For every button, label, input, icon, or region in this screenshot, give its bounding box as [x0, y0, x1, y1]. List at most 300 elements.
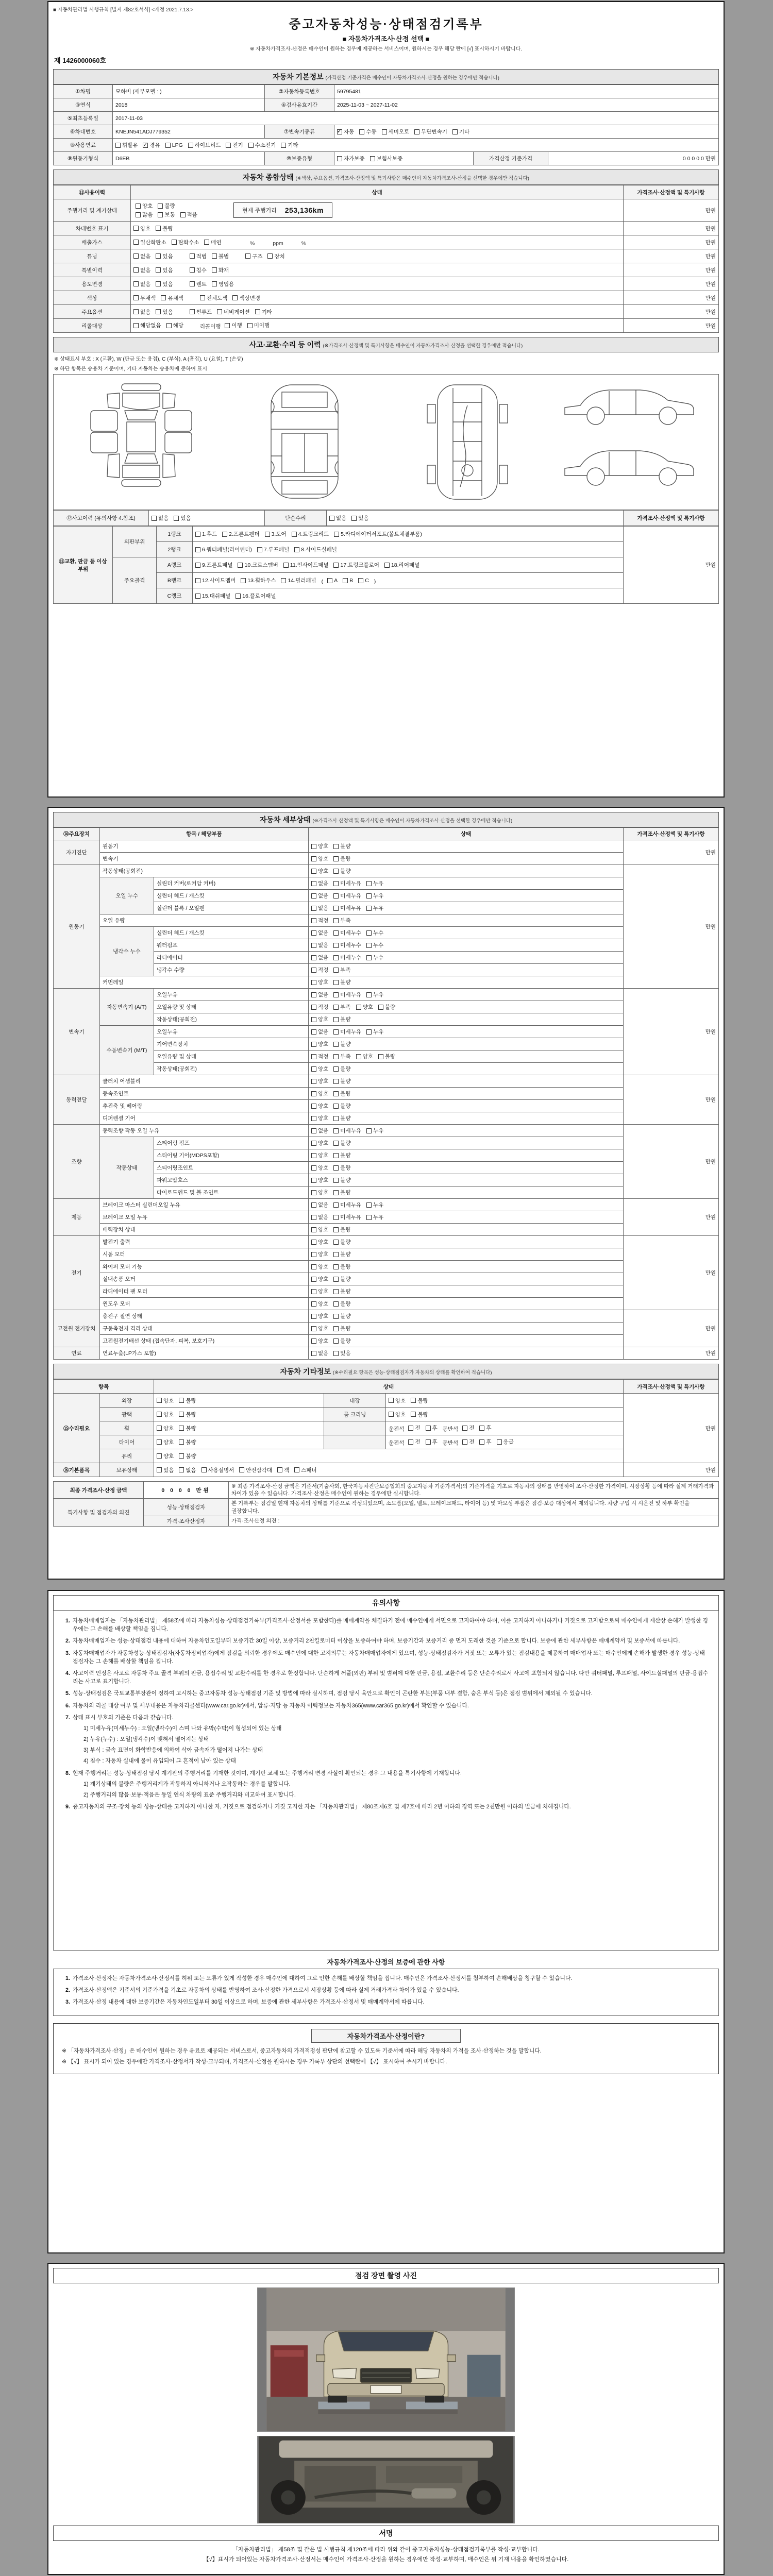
- checkbox-기타[interactable]: [452, 128, 469, 135]
- checkbox-없음[interactable]: [311, 991, 328, 998]
- checkbox-무단변속기[interactable]: [414, 128, 447, 135]
- checkbox-세미오토[interactable]: [382, 128, 410, 135]
- checkbox-적정[interactable]: [311, 917, 328, 924]
- checkbox-적음[interactable]: [180, 211, 197, 218]
- checkbox-불량[interactable]: [179, 1438, 196, 1446]
- checkbox-보통[interactable]: [158, 211, 175, 218]
- checkbox-미세누수[interactable]: [333, 941, 361, 949]
- checkbox-있음[interactable]: [351, 514, 368, 522]
- checkbox-label: 없음: [140, 281, 151, 287]
- checkbox-label: 불량: [340, 1264, 351, 1270]
- checkbox-불량[interactable]: [156, 225, 173, 232]
- checkbox-없음[interactable]: [311, 904, 328, 912]
- checkbox-양호[interactable]: [311, 1189, 328, 1196]
- checkbox-미세누유[interactable]: [333, 1201, 361, 1209]
- checkbox-B[interactable]: [343, 578, 353, 584]
- item-state: [309, 1174, 624, 1187]
- detail-row: [54, 1125, 719, 1137]
- checkbox-누유[interactable]: [366, 904, 383, 912]
- checkbox-매연[interactable]: [204, 239, 221, 246]
- checkbox-전[interactable]: [462, 1424, 474, 1432]
- checkbox-불량[interactable]: [179, 1452, 196, 1460]
- checkbox-불량[interactable]: [333, 1263, 350, 1270]
- check-group: [190, 280, 240, 289]
- checkbox-누유[interactable]: [366, 892, 383, 900]
- checkbox-불량[interactable]: [333, 1287, 350, 1295]
- checkbox-불량[interactable]: [333, 1164, 350, 1172]
- checkbox-양호[interactable]: [311, 867, 328, 875]
- checkbox-후[interactable]: [479, 1424, 491, 1432]
- checkbox-label: 후: [432, 1439, 438, 1446]
- checkbox-적정[interactable]: [311, 1003, 328, 1011]
- checkbox-양호[interactable]: [311, 1312, 328, 1320]
- checkbox-box: [179, 1426, 184, 1431]
- checkbox-후[interactable]: [426, 1424, 438, 1432]
- checkbox-불량[interactable]: [333, 855, 350, 862]
- price-cell: 만원: [624, 1236, 719, 1310]
- item-state: [309, 1001, 624, 1013]
- checkbox-불량[interactable]: [411, 1397, 428, 1404]
- checkbox-14.필러패널[interactable]: [281, 577, 316, 584]
- checkbox-13.휠하우스[interactable]: [241, 577, 276, 584]
- checkbox-label: 불량: [340, 1301, 351, 1307]
- checkbox-불량[interactable]: [333, 1176, 350, 1184]
- checkbox-16.플로어패널[interactable]: [236, 592, 276, 600]
- checkbox-label: 없음: [318, 992, 329, 998]
- checkbox-탄화수소[interactable]: [172, 239, 199, 246]
- checkbox-있음[interactable]: [174, 514, 191, 522]
- checkbox-양호[interactable]: [356, 1053, 373, 1060]
- checkbox-불량[interactable]: [333, 1015, 350, 1023]
- checkbox-양호[interactable]: [311, 855, 328, 862]
- checkbox-없음[interactable]: [133, 280, 150, 288]
- checkbox-응급[interactable]: [497, 1438, 514, 1446]
- definition-lines: [62, 2047, 710, 2066]
- checkbox-전[interactable]: [408, 1438, 420, 1446]
- checkbox-적정[interactable]: [311, 1053, 328, 1060]
- basic-row: [54, 112, 719, 125]
- checkbox-없음[interactable]: [329, 514, 346, 522]
- checkbox-label: 14.필러패널: [288, 578, 316, 584]
- checkbox-label: 양호: [163, 1453, 174, 1460]
- checkbox-양호[interactable]: [311, 1015, 328, 1023]
- checkbox-box: [158, 212, 163, 217]
- checkbox-누수[interactable]: [366, 954, 383, 961]
- checkbox-전[interactable]: [462, 1438, 474, 1446]
- checkbox-불량[interactable]: [378, 1053, 395, 1060]
- checkbox-양호[interactable]: [311, 1250, 328, 1258]
- checkbox-box: [311, 1079, 316, 1084]
- overall-row: [54, 291, 719, 305]
- item-state: [309, 964, 624, 976]
- item-state: [309, 1125, 624, 1137]
- checkbox-경유[interactable]: [143, 141, 160, 149]
- checkbox-잭[interactable]: [277, 1466, 289, 1474]
- checkbox-휘발유[interactable]: [115, 141, 138, 149]
- checkbox-누수[interactable]: [366, 941, 383, 949]
- checkbox-10.크로스멤버[interactable]: [238, 561, 278, 569]
- checkbox-없음[interactable]: [133, 266, 150, 274]
- checkbox-양호[interactable]: [311, 1090, 328, 1097]
- check-group: [190, 308, 277, 316]
- checkbox-없음[interactable]: [311, 892, 328, 900]
- checkbox-box: [333, 1240, 339, 1245]
- checkbox-box: [333, 1066, 339, 1072]
- checkbox-label: 양호: [318, 856, 329, 862]
- checkbox-보험사보증[interactable]: [370, 155, 403, 162]
- checkbox-label: 양호: [318, 1301, 329, 1307]
- checkbox-썬루프[interactable]: [190, 308, 212, 316]
- checkbox-양호[interactable]: [389, 1397, 406, 1404]
- checkbox-있음[interactable]: [157, 1466, 174, 1474]
- checkbox-label: 불량: [186, 1453, 196, 1460]
- checkbox-불량[interactable]: [333, 1189, 350, 1196]
- checkbox-양호[interactable]: [133, 225, 150, 232]
- checkbox-전기[interactable]: [226, 141, 243, 149]
- checkbox-수동[interactable]: [359, 128, 376, 135]
- checkbox-불량[interactable]: [333, 842, 350, 850]
- checkbox-box: [311, 1141, 316, 1146]
- checkbox-불법[interactable]: [212, 252, 229, 260]
- checkbox-구조[interactable]: [245, 252, 262, 260]
- checkbox-양호[interactable]: [389, 1411, 406, 1418]
- checkbox-누유[interactable]: [366, 1201, 383, 1209]
- checkbox-양호[interactable]: [311, 1226, 328, 1233]
- checkbox-양호[interactable]: [311, 1176, 328, 1184]
- checkbox-box: [389, 1398, 394, 1403]
- checkbox-불량[interactable]: [333, 1238, 350, 1246]
- item-label: 워터펌프: [154, 939, 309, 952]
- checkbox-불량[interactable]: [333, 1250, 350, 1258]
- other-item-state: [386, 1408, 624, 1421]
- checkbox-불량[interactable]: [333, 867, 350, 875]
- checkbox-box: [179, 1439, 184, 1445]
- checkbox-사용설명서[interactable]: [201, 1466, 234, 1474]
- subgroup-label: 작동상태: [100, 1137, 154, 1199]
- checkbox-box: [204, 240, 209, 245]
- checkbox-불량[interactable]: [333, 1226, 350, 1233]
- checkbox-양호[interactable]: [157, 1411, 174, 1418]
- checkbox-불량[interactable]: [333, 1139, 350, 1147]
- checkbox-불량[interactable]: [333, 1325, 350, 1332]
- checkbox-양호[interactable]: [311, 1325, 328, 1332]
- checkbox-기타[interactable]: [255, 308, 272, 316]
- checkbox-양호[interactable]: [311, 1114, 328, 1122]
- checkbox-미세누유[interactable]: [333, 892, 361, 900]
- checkbox-box: [232, 295, 238, 300]
- checkbox-없음[interactable]: [311, 1349, 328, 1357]
- row-state: [131, 277, 624, 291]
- checkbox-네비게이션[interactable]: [217, 308, 250, 316]
- checkbox-있음[interactable]: [156, 308, 173, 316]
- checkbox-box: [311, 1054, 316, 1059]
- checkbox-미세누수[interactable]: [333, 954, 361, 961]
- checkbox-11.인사이드패널[interactable]: [283, 561, 329, 569]
- checkbox-스패너[interactable]: [294, 1466, 316, 1474]
- checkbox-양호[interactable]: [311, 978, 328, 986]
- device-label: 고전원 전기장치: [54, 1310, 100, 1347]
- checkbox-불량[interactable]: [333, 1151, 350, 1159]
- checkbox-누유[interactable]: [366, 991, 383, 998]
- subgroup-label: 오일 누수: [100, 877, 154, 914]
- checkbox-box: [333, 1338, 339, 1344]
- checkbox-부족[interactable]: [333, 966, 350, 974]
- checkbox-양호[interactable]: [311, 1263, 328, 1270]
- checkbox-미이행[interactable]: [247, 321, 270, 329]
- checkbox-box: [311, 1042, 316, 1047]
- checkbox-불량[interactable]: [411, 1411, 428, 1418]
- item-state: [309, 976, 624, 989]
- checkbox-7.루프패널[interactable]: [257, 546, 289, 553]
- checkbox-label: 없음: [318, 880, 329, 887]
- checkbox-불량[interactable]: [333, 1275, 350, 1283]
- checkbox-box: [157, 1439, 162, 1445]
- engine-type-value: D6EB: [113, 152, 265, 165]
- col-price: 가격조사·산정액 및 특기사항: [624, 1380, 719, 1394]
- checkbox-2.프론트펜더[interactable]: [222, 530, 259, 538]
- checkbox-수소전기[interactable]: [248, 141, 276, 149]
- mileage-checks: [136, 201, 203, 219]
- checkbox-유채색[interactable]: [161, 294, 183, 302]
- panel-group-label: 주요골격: [113, 557, 157, 604]
- checkbox-후[interactable]: [479, 1438, 491, 1446]
- checkbox-12.사이드멤버[interactable]: [195, 577, 236, 584]
- checkbox-불량[interactable]: [333, 1300, 350, 1308]
- item-number: 9.: [65, 1804, 70, 1810]
- checkbox-불량[interactable]: [158, 202, 175, 210]
- checkbox-box: [201, 1467, 207, 1472]
- checkbox-label: 불량: [384, 1004, 396, 1010]
- checkbox-없음[interactable]: [152, 514, 169, 522]
- checkbox-없음[interactable]: [311, 1028, 328, 1036]
- checkbox-누유[interactable]: [366, 1213, 383, 1221]
- price-cell: 만원: [624, 305, 719, 319]
- checkbox-미세누유[interactable]: [333, 879, 361, 887]
- checkbox-없음[interactable]: [179, 1466, 196, 1474]
- checkbox-없음[interactable]: [311, 929, 328, 937]
- checkbox-label: 미세누유: [340, 1128, 361, 1134]
- checkbox-있음[interactable]: [333, 1349, 350, 1357]
- checkbox-렌트[interactable]: [190, 280, 207, 288]
- checkbox-없음[interactable]: [311, 879, 328, 887]
- checkbox-15.대쉬패널[interactable]: [195, 592, 230, 600]
- checkbox-1.후드[interactable]: [195, 530, 217, 538]
- checkbox-무채색[interactable]: [133, 294, 156, 302]
- reg-no-label: ②자동차등록번호: [265, 85, 334, 98]
- inline-text: 동반석: [442, 1426, 459, 1432]
- checkbox-8.사이드실패널[interactable]: [294, 546, 337, 553]
- checkbox-미세누수[interactable]: [333, 929, 361, 937]
- checkbox-label: 전체도색: [206, 295, 228, 301]
- checkbox-불량[interactable]: [179, 1425, 196, 1432]
- checkbox-양호[interactable]: [311, 1164, 328, 1172]
- detail-row: [54, 853, 719, 865]
- checkbox-색상변경[interactable]: [232, 294, 260, 302]
- checkbox-box: [366, 893, 372, 899]
- row-state: [131, 235, 624, 249]
- checkbox-불량[interactable]: [333, 1040, 350, 1048]
- basic-items-label: ⑯기본품목: [54, 1463, 100, 1477]
- checkbox-box: [281, 143, 286, 148]
- checkbox-label: LPG: [172, 142, 183, 148]
- checkbox-전[interactable]: [408, 1424, 420, 1432]
- item-label: 오일누유: [154, 1026, 309, 1038]
- checkbox-있음[interactable]: [156, 280, 173, 288]
- checkbox-불량[interactable]: [333, 1077, 350, 1085]
- checkbox-label: 양호: [318, 1078, 329, 1084]
- checkbox-양호[interactable]: [311, 842, 328, 850]
- detail-row: [54, 840, 719, 853]
- subgroup-label: 냉각수 누수: [100, 927, 154, 976]
- checkbox-있음[interactable]: [156, 266, 173, 274]
- check-group: [190, 266, 234, 275]
- checkbox-label: 양호: [318, 1016, 329, 1023]
- checkbox-부족[interactable]: [333, 1053, 350, 1060]
- checkbox-적법[interactable]: [190, 252, 207, 260]
- checkbox-미세누유[interactable]: [333, 1028, 361, 1036]
- item-text: 자동차매매업자는 「자동차관리법」 제58조에 따라 자동차성능·상태점검기록부(가격조사·산정서를 포함한다)를 매매계약을 체결하기 전에 매수인에게 서면으로 고지하여야 하며, 이를 고지하지 아니하거나 거짓으로 고지함으로써 매수인에게 재산상 손해가 발생한 경우에는 그 손해를 배상할 책임을 집니다.: [73, 1618, 708, 1633]
- check-group: [133, 252, 178, 261]
- checkbox-부족[interactable]: [333, 917, 350, 924]
- checkbox-전체도색[interactable]: [200, 294, 228, 302]
- checkbox-자가보증[interactable]: [337, 155, 365, 162]
- checkbox-불량[interactable]: [333, 1337, 350, 1345]
- item-text: 가격조사·산정 내용에 대한 보증기간은 자동차인도일부터 30일 이상으로 하며, 보증에 관한 세부사항은 가격조사·산정서 및 매매계약서에 따릅니다.: [73, 1999, 425, 2006]
- checkbox-label: 없음: [318, 1350, 329, 1357]
- checkbox-양호[interactable]: [311, 1337, 328, 1345]
- checkbox-LPG[interactable]: [165, 142, 183, 148]
- notice-item: [62, 1974, 710, 1982]
- checkbox-양호[interactable]: [311, 1102, 328, 1110]
- checkbox-많음[interactable]: [136, 211, 153, 218]
- checkbox-5.라디에이터서포트(볼트체결부품)[interactable]: [334, 530, 422, 538]
- checkbox-없음[interactable]: [311, 1127, 328, 1134]
- checkbox-누수[interactable]: [366, 929, 383, 937]
- checkbox-box: [311, 1326, 316, 1331]
- checkbox-미세누유[interactable]: [333, 904, 361, 912]
- checkbox-box: [333, 893, 339, 899]
- checkbox-불량[interactable]: [333, 1312, 350, 1320]
- checkbox-누유[interactable]: [366, 1028, 383, 1036]
- checkbox-양호[interactable]: [311, 1139, 328, 1147]
- checkbox-적정[interactable]: [311, 966, 328, 974]
- checkbox-3.도어[interactable]: [265, 530, 287, 538]
- checkbox-4.트렁크리드[interactable]: [292, 530, 329, 538]
- checkbox-하이브리드[interactable]: [188, 141, 221, 149]
- checkbox-없음[interactable]: [311, 954, 328, 961]
- checkbox-양호[interactable]: [157, 1452, 174, 1460]
- checkbox-label: 미세누유: [340, 992, 361, 998]
- checkbox-양호[interactable]: [311, 1300, 328, 1308]
- checkbox-없음[interactable]: [133, 252, 150, 260]
- checkbox-불량[interactable]: [333, 1065, 350, 1073]
- checkbox-불량[interactable]: [179, 1411, 196, 1418]
- checkbox-양호[interactable]: [311, 1040, 328, 1048]
- checkbox-불량[interactable]: [333, 1114, 350, 1122]
- detail-row: [54, 1236, 719, 1248]
- checkbox-box: [311, 1190, 316, 1195]
- item-state: [309, 989, 624, 1001]
- checkbox-불량[interactable]: [378, 1003, 395, 1011]
- checkbox-침수[interactable]: [190, 266, 207, 274]
- checkbox-양호[interactable]: [157, 1397, 174, 1404]
- other-item-state: [154, 1394, 324, 1408]
- checkbox-양호[interactable]: [311, 1287, 328, 1295]
- checkbox-17.트렁크플로어[interactable]: [333, 561, 379, 569]
- checkbox-label: 불량: [340, 868, 351, 874]
- other-item-label: 타이어: [100, 1435, 154, 1449]
- checkbox-장치[interactable]: [267, 252, 284, 260]
- checkbox-label: 있음: [340, 1350, 351, 1357]
- checkbox-label: 미세누유: [340, 1202, 361, 1208]
- checkbox-양호[interactable]: [356, 1003, 373, 1011]
- item-state: [309, 1224, 624, 1236]
- checkbox-A[interactable]: [327, 578, 338, 584]
- price-cell: 만원: [624, 865, 719, 989]
- checkbox-양호[interactable]: [311, 1275, 328, 1283]
- checkbox-양호[interactable]: [311, 1238, 328, 1246]
- checkbox-양호[interactable]: [311, 1077, 328, 1085]
- checkbox-안전삼각대[interactable]: [239, 1466, 272, 1474]
- checkbox-이행[interactable]: [225, 321, 242, 329]
- checkbox-후[interactable]: [426, 1438, 438, 1446]
- checkbox-없음[interactable]: [311, 941, 328, 949]
- checkbox-없음[interactable]: [311, 1201, 328, 1209]
- checkbox-불량[interactable]: [333, 1102, 350, 1110]
- checkbox-부족[interactable]: [333, 1003, 350, 1011]
- checkbox-없음[interactable]: [133, 308, 150, 316]
- checkbox-9.프론트패널[interactable]: [195, 561, 232, 569]
- checkbox-box: [281, 578, 286, 583]
- checkbox-양호[interactable]: [157, 1438, 174, 1446]
- checkbox-해당[interactable]: [166, 321, 183, 329]
- checkbox-영업용[interactable]: [212, 280, 234, 288]
- checkbox-불량[interactable]: [333, 978, 350, 986]
- checkbox-미세누유[interactable]: [333, 991, 361, 998]
- checkbox-18.리어패널[interactable]: [384, 561, 419, 569]
- checkbox-label: 양호: [318, 979, 329, 986]
- checkbox-없음[interactable]: [311, 1213, 328, 1221]
- notice-item: [62, 1803, 710, 1811]
- checkbox-label: 불량: [340, 1115, 351, 1122]
- checkbox-label: 17.트렁크플로어: [340, 562, 379, 568]
- checkbox-양호[interactable]: [136, 202, 153, 210]
- checkbox-양호[interactable]: [311, 1151, 328, 1159]
- checkbox-불량[interactable]: [179, 1397, 196, 1404]
- checkbox-자동[interactable]: [337, 128, 354, 135]
- checkbox-미세누유[interactable]: [333, 1213, 361, 1221]
- checkbox-미세누유[interactable]: [333, 1127, 361, 1134]
- row-label: 차대번호 표기: [54, 222, 131, 235]
- checkbox-label: 있음: [162, 253, 173, 260]
- checkbox-누유[interactable]: [366, 879, 383, 887]
- checkbox-해당없음[interactable]: [133, 321, 161, 329]
- checkbox-누유[interactable]: [366, 1127, 383, 1134]
- inspector-opinion-row: [54, 1499, 719, 1516]
- checkbox-C[interactable]: [358, 578, 369, 584]
- item-label: 실린더 블록 / 오일팬: [154, 902, 309, 914]
- checkbox-일산화탄소[interactable]: [133, 239, 166, 246]
- checkbox-있음[interactable]: [156, 252, 173, 260]
- checkbox-6.쿼터패널(리어펜더)[interactable]: [195, 546, 252, 553]
- vehicle-name-label: ①차명: [54, 85, 113, 98]
- checkbox-양호[interactable]: [311, 1065, 328, 1073]
- checkbox-기타[interactable]: [281, 141, 298, 149]
- checkbox-양호[interactable]: [157, 1425, 174, 1432]
- checkbox-화재[interactable]: [212, 266, 229, 274]
- checkbox-label: 휘발유: [122, 142, 138, 148]
- checkbox-불량[interactable]: [333, 1090, 350, 1097]
